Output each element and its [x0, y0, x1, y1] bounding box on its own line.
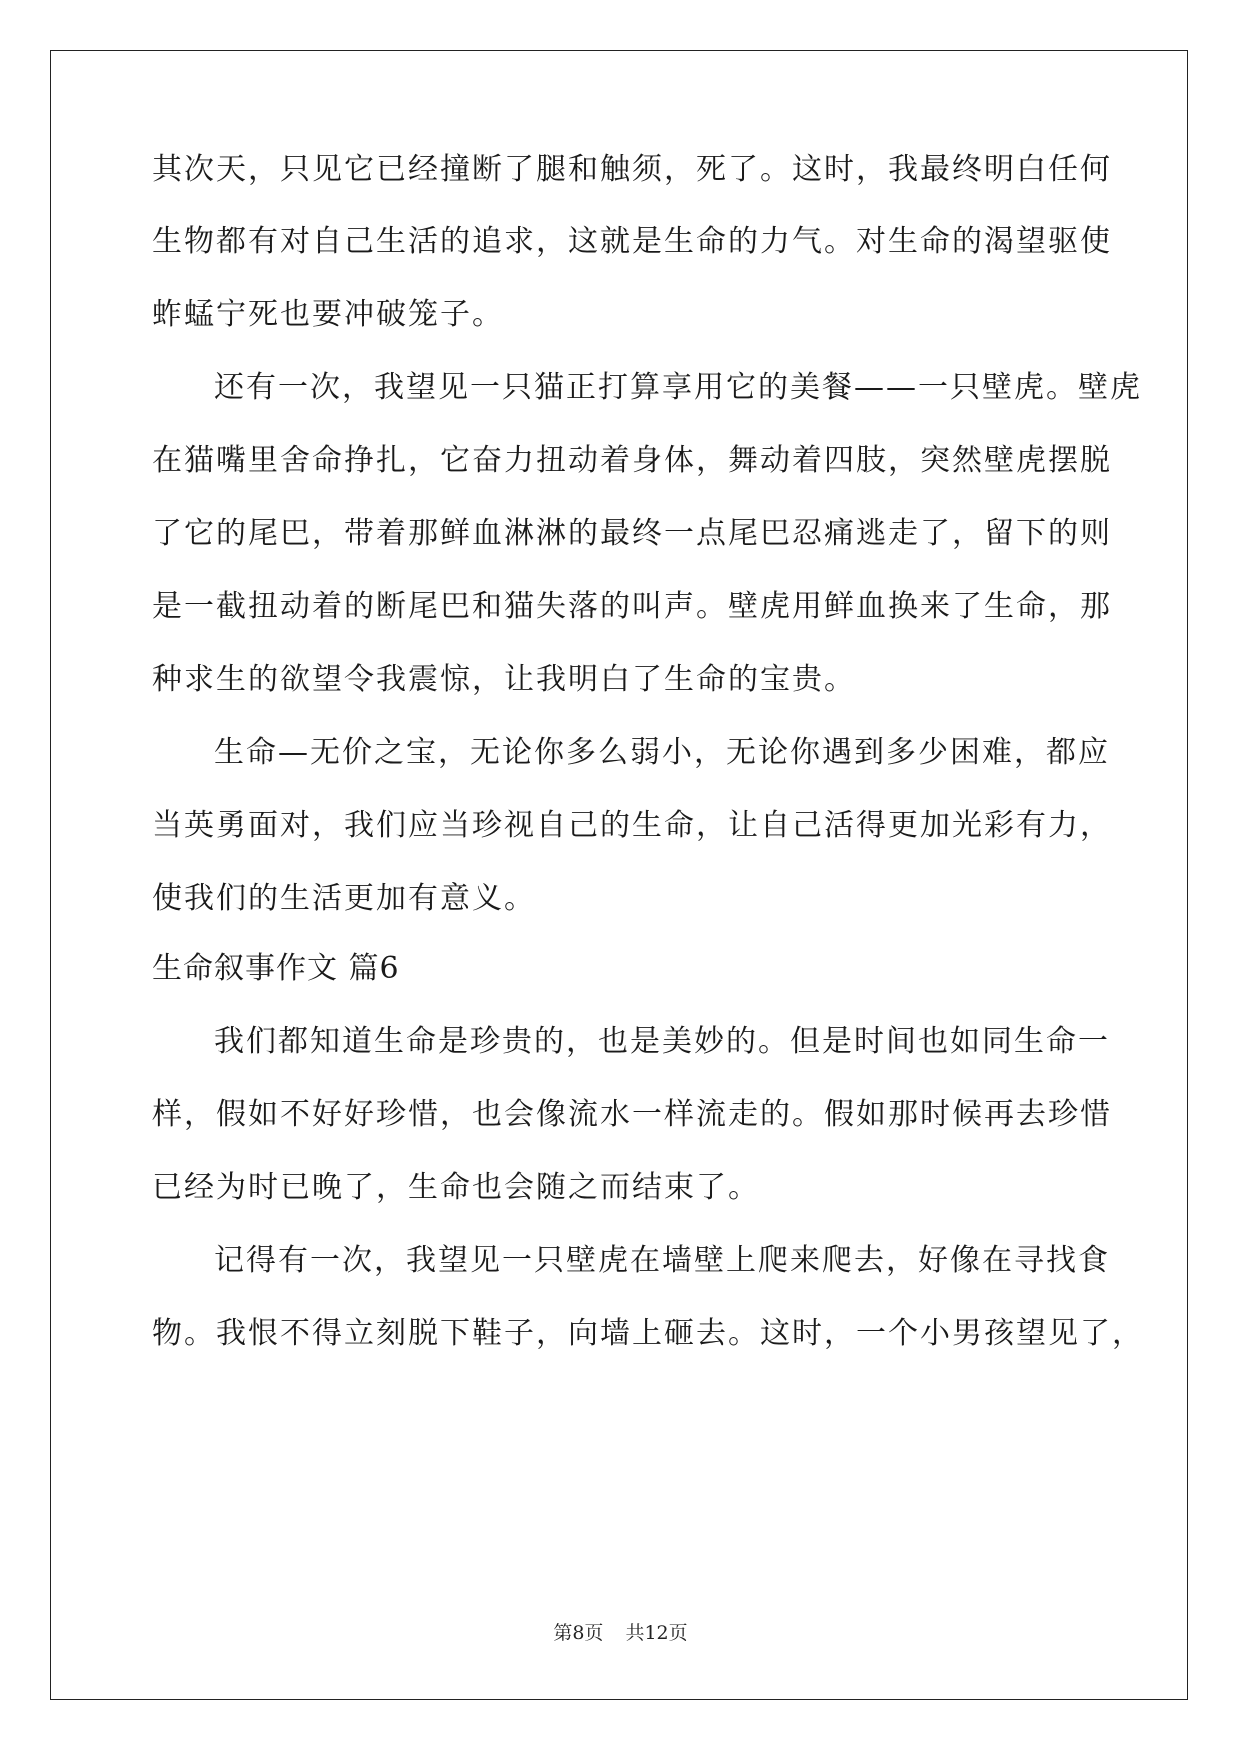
page-number: 第8页 [553, 1622, 604, 1644]
text-line: 样，假如不好好珍惜，也会像流水一样流走的。假如那时候再去珍惜 [152, 1097, 1112, 1132]
text-line: 种求生的欲望令我震惊，让我明白了生命的宝贵。 [152, 662, 856, 697]
text-line: 蚱蜢宁死也要冲破笼子。 [152, 297, 504, 332]
text-line: 是一截扭动着的断尾巴和猫失落的叫声。壁虎用鲜血换来了生命，那 [152, 589, 1112, 624]
text-line: 当英勇面对，我们应当珍视自己的生命，让自己活得更加光彩有力， [152, 808, 1112, 843]
text-line: 记得有一次，我望见一只壁虎在墙壁上爬来爬去，好像在寻找食 [214, 1243, 1110, 1278]
text-line: 还有一次，我望见一只猫正打算享用它的美餐——一只壁虎。壁虎 [214, 370, 1142, 405]
page-total: 共12页 [625, 1622, 688, 1644]
text-line: 使我们的生活更加有意义。 [152, 881, 536, 916]
text-line: 了它的尾巴，带着那鲜血淋淋的最终一点尾巴忍痛逃走了，留下的则 [152, 516, 1112, 551]
text-line: 其次天，只见它已经撞断了腿和触须，死了。这时，我最终明白任何 [152, 152, 1112, 187]
text-line: 我们都知道生命是珍贵的，也是美妙的。但是时间也如同生命一 [214, 1024, 1110, 1059]
text-line: 生命—无价之宝，无论你多么弱小，无论你遇到多少困难，都应 [214, 735, 1110, 770]
text-line: 物。我恨不得立刻脱下鞋子，向墙上砸去。这时，一个小男孩望见了， [152, 1316, 1144, 1351]
page-footer [0, 1620, 1241, 1646]
text-line: 已经为时已晚了，生命也会随之而结束了。 [152, 1170, 760, 1205]
text-line: 在猫嘴里舍命挣扎，它奋力扭动着身体，舞动着四肢，突然壁虎摆脱 [152, 443, 1112, 478]
text-line: 生物都有对自己生活的追求，这就是生命的力气。对生命的渴望驱使 [152, 224, 1112, 259]
section-heading: 生命叙事作文 篇6 [152, 951, 400, 986]
